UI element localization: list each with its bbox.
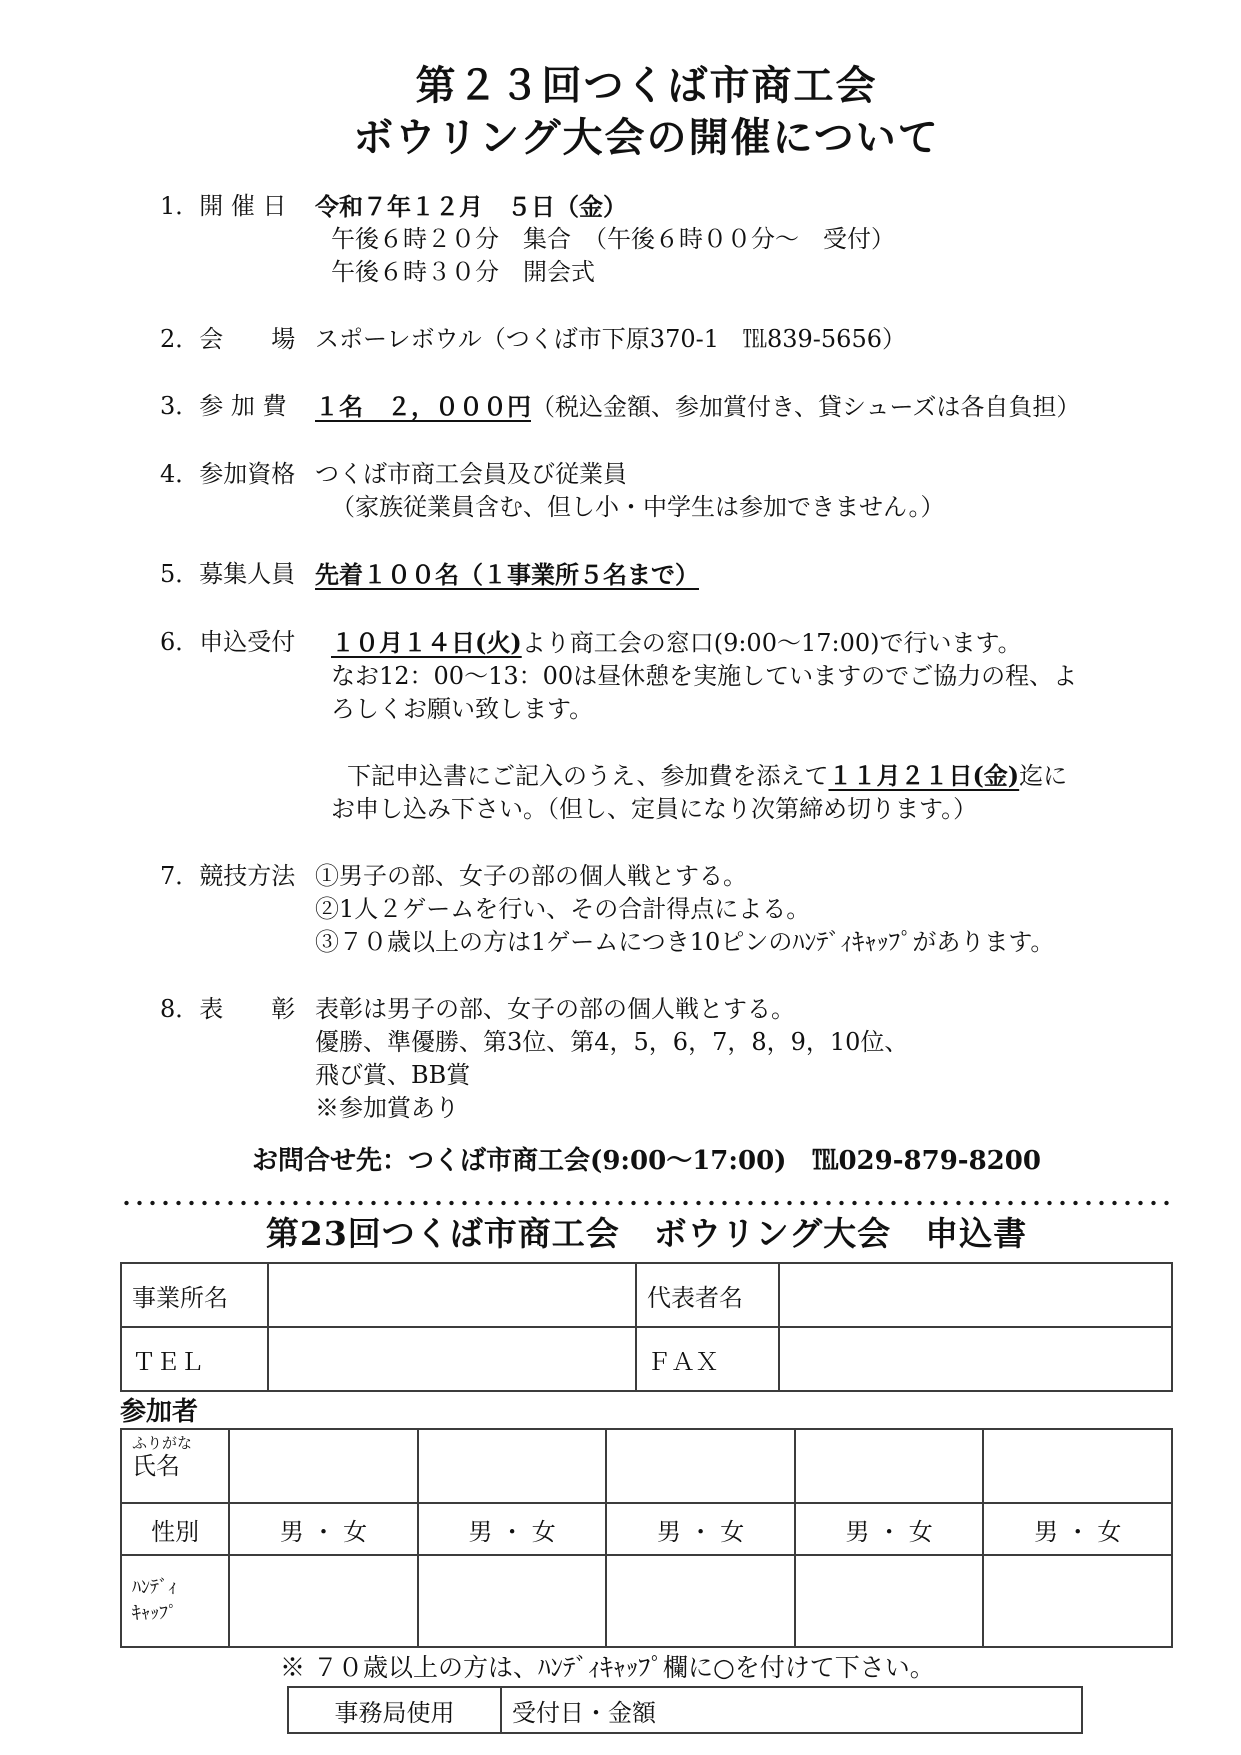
section-rules-label: 7．競技方法 [160, 862, 296, 890]
application-start-date: １０月１４日(火) [331, 628, 522, 657]
opening-ceremony-time: 午後６時３０分 開会式 [331, 258, 595, 286]
document-title [120, 60, 1173, 164]
table-row [121, 1503, 1172, 1555]
office-use-label: 事務局使用 [288, 1687, 501, 1733]
capacity-value: 先着１００名（１事業所５名まで） [315, 560, 699, 589]
tel-input-cell[interactable] [268, 1327, 636, 1391]
tel-label: ＴＥＬ [121, 1327, 268, 1391]
gender-select-cell-3[interactable]: 男 ・ 女 [606, 1503, 795, 1555]
section-capacity-label: 5．募集人員 [160, 560, 296, 588]
fee-amount: １名 ２，０００円 [315, 392, 531, 421]
section-awards-label: 8．表 彰 [160, 995, 296, 1023]
awards-line3: 飛び賞、BB賞 [315, 1061, 471, 1089]
eligibility-line2: （家族従業員含む、但し小・中学生は参加できません。） [331, 493, 945, 521]
contact-info: お問合せ先：つくば市商工会(9:00～17:00) ℡029-879-8200 [252, 1146, 1041, 1176]
awards-line1: 表彰は男子の部、女子の部の個人戦とする。 [315, 995, 795, 1023]
fee-note: （税込金額、参加賞付き、貸シューズは各自負担） [531, 393, 1081, 421]
participant-name-input-cell-3[interactable] [606, 1429, 795, 1503]
section-eligibility-label: 4．参加資格 [160, 460, 296, 488]
gender-select-cell-4[interactable]: 男 ・ 女 [795, 1503, 984, 1555]
application-line5: お申し込み下さい。（但し、定員になり次第締め切ります。） [331, 795, 978, 823]
handicap-label-line2: ｷｬｯﾌﾟ [132, 1603, 177, 1624]
name-label: 氏名 [132, 1452, 180, 1480]
section-awards [120, 993, 1173, 1125]
application-blank-line [315, 726, 1173, 759]
application-line1-rest: より商工会の窓口(9:00～17:00)で行います。 [521, 629, 1022, 657]
representative-name-label: 代表者名 [636, 1263, 779, 1327]
representative-name-input-cell[interactable] [779, 1263, 1172, 1327]
section-application-label: 6．申込受付 [160, 628, 296, 656]
handicap-input-cell-5[interactable] [983, 1555, 1172, 1647]
dotted-separator [120, 1200, 1173, 1206]
office-info-table [120, 1262, 1173, 1392]
document-title-line2: ボウリング大会の開催について [353, 114, 940, 161]
participant-name-input-cell-5[interactable] [983, 1429, 1172, 1503]
sections-list [120, 190, 1173, 1125]
furigana-label: ふりがな [132, 1434, 193, 1452]
participant-name-input-cell-4[interactable] [795, 1429, 984, 1503]
table-row [121, 1327, 1172, 1391]
section-event-date-label: 1．開 催 日 [160, 192, 287, 220]
fax-input-cell[interactable] [779, 1327, 1172, 1391]
gender-row-label: 性別 [121, 1503, 229, 1555]
section-capacity [120, 558, 1173, 592]
handicap-row-label [121, 1555, 229, 1647]
participant-name-input-cell-1[interactable] [229, 1429, 418, 1503]
rules-line1: ①男子の部、女子の部の個人戦とする。 [315, 862, 747, 890]
fax-label: ＦＡＸ [636, 1327, 779, 1391]
section-venue-label: 2．会 場 [160, 325, 296, 353]
venue-value: スポーレボウル（つくば市下原370-1 ℡839-5656） [315, 325, 906, 353]
participant-name-input-cell-2[interactable] [418, 1429, 607, 1503]
application-form-title: 第23回つくば市商工会 ボウリング大会 申込書 [265, 1214, 1028, 1253]
awards-line4: ※参加賞あり [315, 1094, 459, 1122]
section-venue [120, 323, 1173, 356]
table-row [121, 1263, 1172, 1327]
rules-line2: ②1人２ゲームを行い、その合計得点による。 [315, 895, 811, 923]
section-application [120, 626, 1173, 826]
application-line4-pre: 下記申込書にご記入のうえ、参加費を添えて [347, 762, 829, 790]
handicap-input-cell-1[interactable] [229, 1555, 418, 1647]
document-title-line1: 第２３回つくば市商工会 [415, 62, 878, 109]
awards-line2: 優勝、準優勝、第3位、第4，5，6，7，8，9，10位、 [315, 1028, 909, 1056]
section-fee [120, 390, 1173, 424]
application-deadline: １１月２１日(金) [828, 761, 1020, 790]
table-row [121, 1429, 1172, 1503]
reception-date-amount-cell[interactable] [501, 1687, 1082, 1733]
rules-line3: ③７０歳以上の方は1ゲームにつき10ピンのﾊﾝﾃﾞｨｷｬｯﾌﾟがあります。 [315, 928, 1055, 956]
section-event-date [120, 190, 1173, 289]
gender-select-cell-5[interactable]: 男 ・ 女 [983, 1503, 1172, 1555]
application-line3: ろしくお願い致します。 [331, 695, 594, 723]
business-name-label: 事業所名 [121, 1263, 268, 1327]
participants-table [120, 1428, 1173, 1648]
business-name-input-cell[interactable] [268, 1263, 636, 1327]
handicap-input-cell-3[interactable] [606, 1555, 795, 1647]
table-row [121, 1555, 1172, 1647]
handicap-note: ※ ７０歳以上の方は、ﾊﾝﾃﾞｨｷｬｯﾌﾟ欄に○を付けて下さい。 [280, 1653, 935, 1682]
section-fee-label: 3．参 加 費 [160, 392, 287, 420]
event-date-value: 令和７年１２月 ５日（金） [315, 192, 627, 221]
application-line2: なお12：00～13：00は昼休憩を実施していますのでご協力の程、よ [331, 662, 1078, 690]
handicap-label-line1: ﾊﾝﾃﾞｨ [132, 1577, 177, 1598]
handicap-input-cell-2[interactable] [418, 1555, 607, 1647]
reception-date-amount-label: 受付日・金額 [512, 1698, 656, 1727]
gender-select-cell-2[interactable]: 男 ・ 女 [418, 1503, 607, 1555]
name-row-label [121, 1429, 229, 1503]
application-line4-post: 迄に [1019, 762, 1068, 790]
section-rules [120, 860, 1173, 959]
assembly-time: 午後６時２０分 集合 （午後６時００分～ 受付） [331, 225, 895, 253]
participants-heading: 参加者 [120, 1397, 199, 1427]
section-eligibility [120, 458, 1173, 524]
table-row [288, 1687, 1082, 1733]
handicap-input-cell-4[interactable] [795, 1555, 984, 1647]
gender-select-cell-1[interactable]: 男 ・ 女 [229, 1503, 418, 1555]
eligibility-line1: つくば市商工会員及び従業員 [315, 460, 627, 488]
office-use-table [287, 1686, 1083, 1734]
